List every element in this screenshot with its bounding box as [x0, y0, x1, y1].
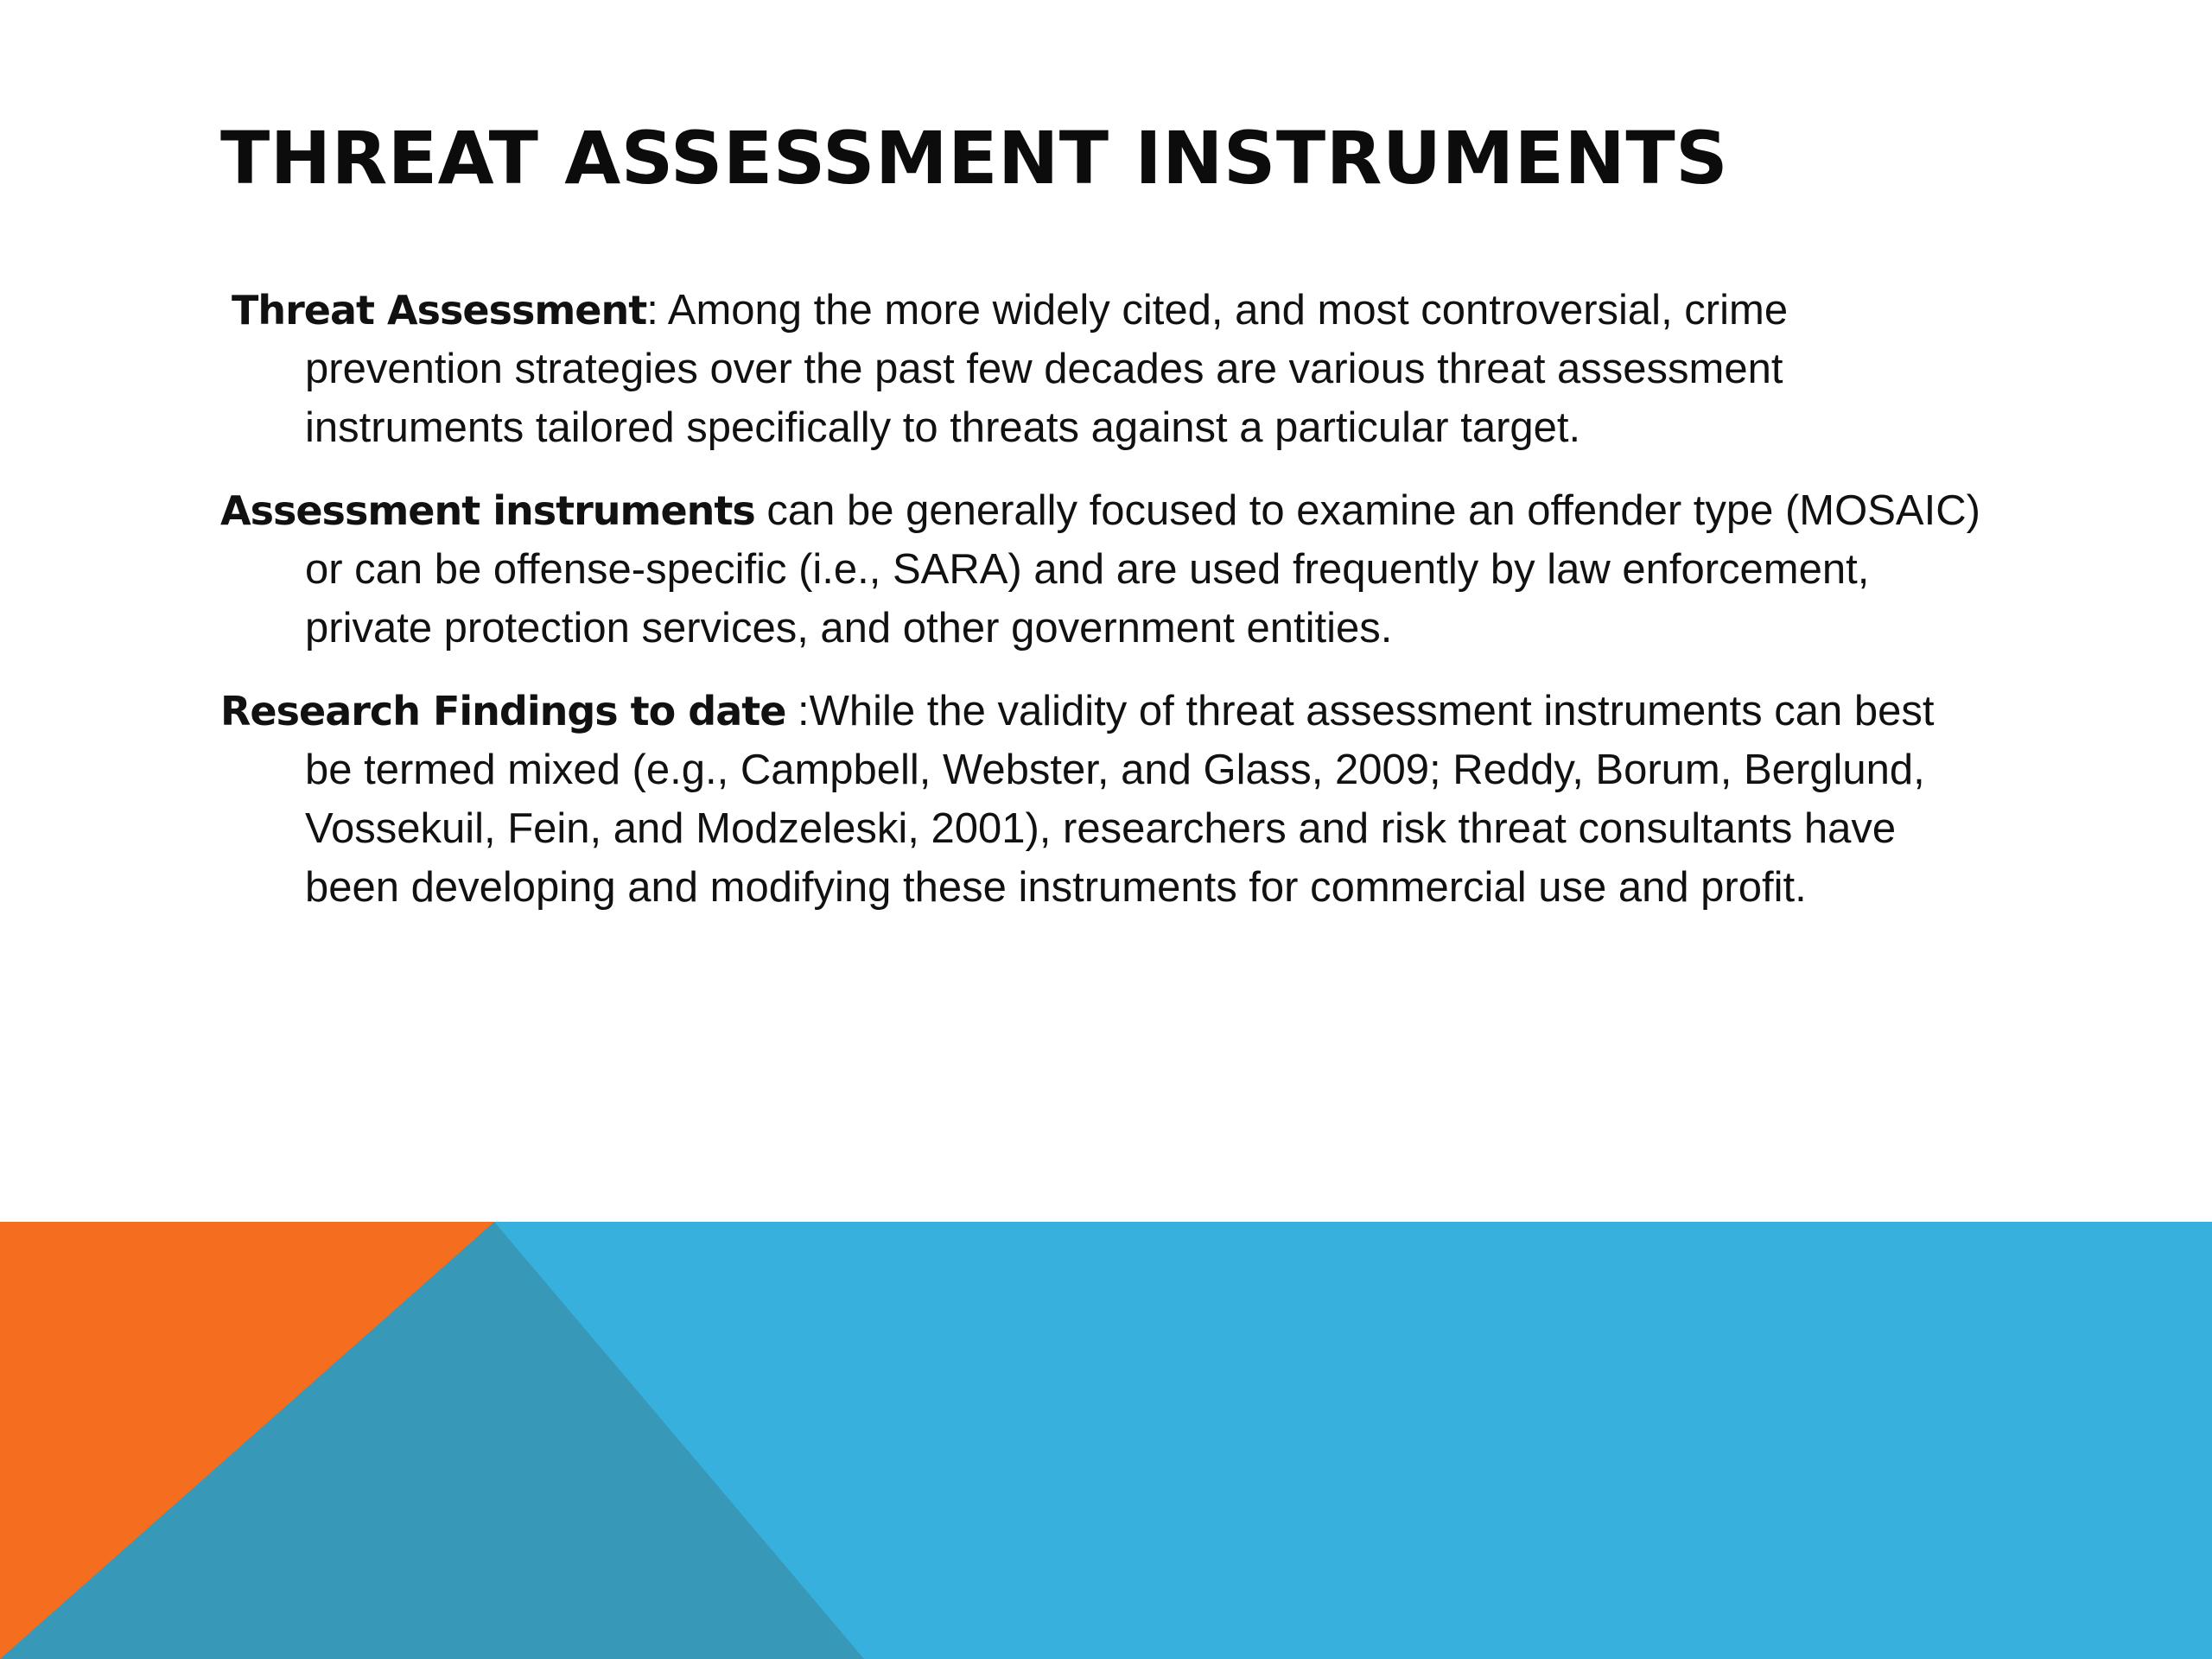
- decorative-footer-band: [0, 1222, 2212, 1659]
- paragraph-threat-assessment: [220, 281, 1992, 457]
- paragraph-assessment-instruments: [220, 481, 1992, 658]
- paragraph-lead: Threat Assessment: [232, 287, 647, 334]
- paragraph-body: :While the validity of threat assessment instruments can best be termed mixed (e.g., Campbell, Webster, and Glass, 2009; Reddy, Borum, Berglund, Vossekuil, Fein, and Modzeleski, 2001), researchers and risk threat consultants have been developing and modifying these instruments for commercial use and profit.: [305, 688, 1935, 911]
- paragraph-lead: Research Findings to date: [220, 688, 786, 734]
- slide-title: THREAT ASSESSMENT INSTRUMENTS: [220, 116, 1729, 200]
- paragraph-lead: Assessment instruments: [220, 487, 755, 534]
- slide-body: [220, 281, 1992, 941]
- paragraph-body: can be generally focused to examine an offender type (MOSAIC) or can be offense-specific (i.e., SARA) and are used frequently by law enforcement, private protection services, and other government entities.: [305, 487, 1980, 652]
- paragraph-research-findings: [220, 682, 1992, 917]
- paragraph-body: : Among the more widely cited, and most controversial, crime prevention strategies over the past few decades are various threat assessment instruments tailored specifically to threats against a particular target.: [305, 287, 1789, 451]
